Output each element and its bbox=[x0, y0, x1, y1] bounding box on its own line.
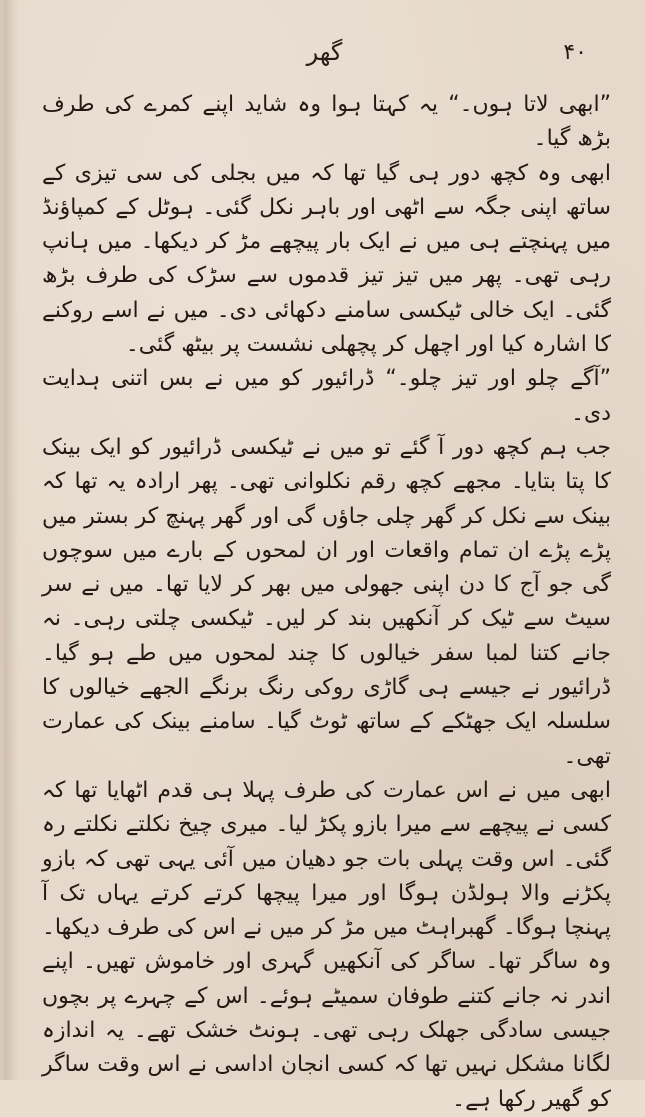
paragraph-5: ابھی میں نے اس عمارت کی طرف پہلا ہی قدم اٹھایا تھا کہ کسی نے پیچھے سے میرا بازو پکڑ لیا۔ میری چیخ نکلتے نکلتے رہ گئی۔ اس وقت پہلی بات جو دھیان میں آئی یہی تھی کہ بازو پکڑنے والا ہولڈن ہوگا اور میرا پیچھا کرتے کرتے یہاں تک آ پہنچا ہوگا۔ گھبراہٹ میں مڑ کر میں نے اس کی طرف دیکھا۔ وہ ساگر تھا۔ ساگر کی آنکھیں گہری اور خاموش تھیں۔ اپنے اندر نہ جانے کتنے طوفان سمیٹے ہوئے۔ اس کے چہرے پر بچوں جیسی سادگی جھلک رہی تھی۔ ہونٹ خشک تھے۔ یہ اندازہ لگانا مشکل نہیں تھا کہ کسی انجان اداسی نے اس وقت ساگر کو گھیر رکھا ہے۔ bbox=[42, 777, 611, 1112]
page-number: ۴۰ bbox=[563, 40, 587, 65]
paragraph-3: ”آگے چلو اور تیز چلو۔“ ڈرائیور کو میں نے بس اتنی ہدایت دی۔ bbox=[42, 366, 611, 426]
paragraph-2: ابھی وہ کچھ دور ہی گیا تھا کہ میں بجلی کی سی تیزی کے ساتھ اپنی جگہ سے اٹھی اور باہر نکل گئی۔ ہوٹل کے کمپاؤنڈ میں پہنچتے ہی میں نے ایک بار پیچھے مڑ کر دیکھا۔ میں ہانپ رہی تھی۔ پھر میں تیز تیز قدموں سے سڑک کی طرف بڑھ گئی۔ ایک خالی ٹیکسی سامنے دکھائی دی۔ میں نے اسے روکنے کا اشارہ کیا اور اچھل کر پچھلی نشست پر بیٹھ گئی۔ bbox=[42, 160, 611, 358]
running-title: گھر bbox=[306, 38, 343, 66]
body-text bbox=[42, 88, 611, 1117]
page-header bbox=[44, 38, 605, 78]
paragraph-4: جب ہم کچھ دور آ گئے تو میں نے ٹیکسی ڈرائیور کو ایک بینک کا پتا بتایا۔ مجھے کچھ رقم نکلوانی تھی۔ پھر ارادہ یہ تھا کہ بینک سے نکل کر گھر چلی جاؤں گی اور گھر پہنچ کر بستر میں پڑے پڑے ان تمام واقعات اور ان لمحوں کے بارے میں سوچوں گی جو آج کا دن اپنی جھولی میں بھر کر لایا تھا۔ میں نے سر سیٹ سے ٹیک کر آنکھیں بند کر لیں۔ ٹیکسی چلتی رہی۔ نہ جانے کتنا لمبا سفر خیالوں کا چند لمحوں میں طے ہو گیا۔ ڈرائیور نے جیسے ہی گاڑی روکی رنگ برنگے الجھے خیالوں کا سلسلہ ایک جھٹکے کے ساتھ ٹوٹ گیا۔ سامنے بینک کی عمارت تھی۔ bbox=[41, 434, 611, 769]
page-spine-shadow bbox=[4, 0, 18, 1080]
paragraph-1: ”ابھی لاتا ہوں۔“ یہ کہتا ہوا وہ شاید اپنے کمرے کی طرف بڑھ گیا۔ bbox=[42, 92, 611, 152]
